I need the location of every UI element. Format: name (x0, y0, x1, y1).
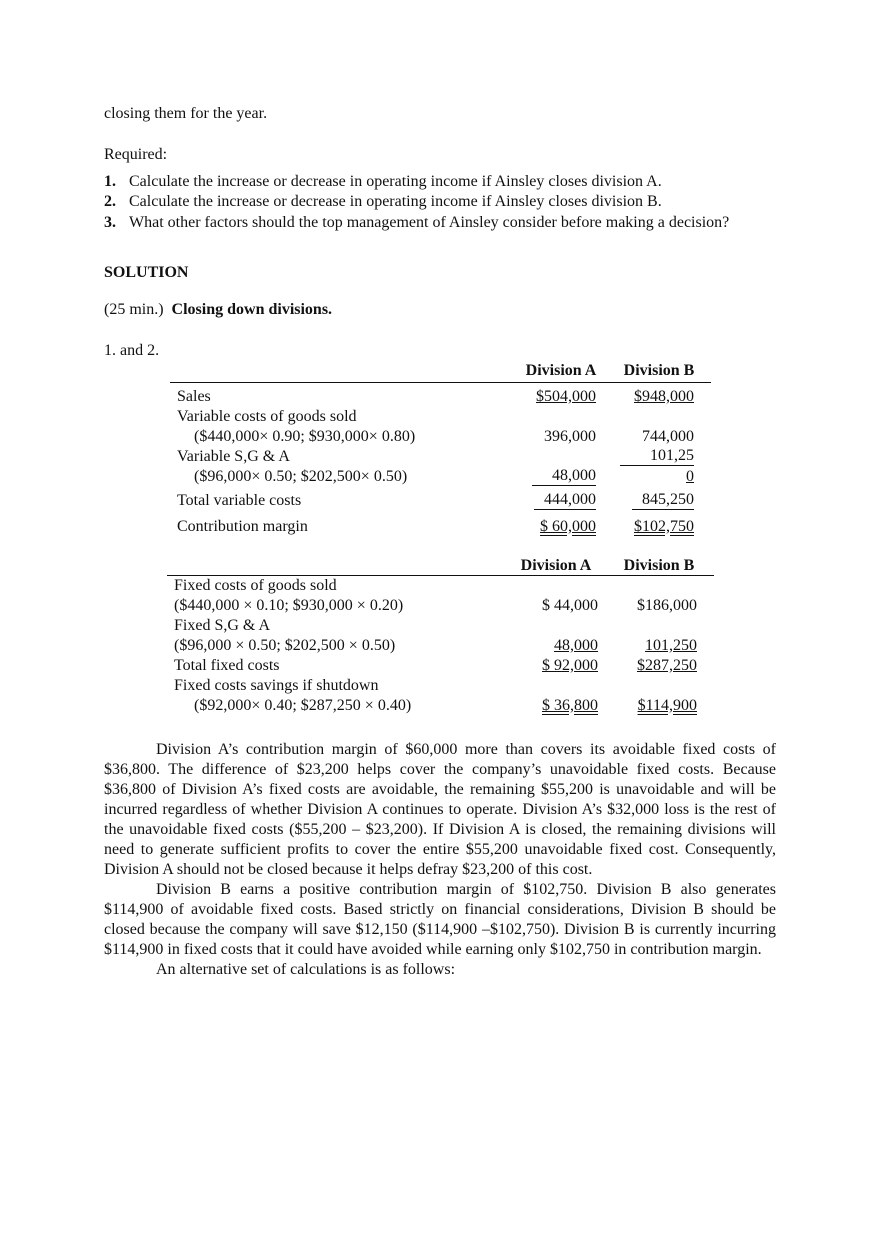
cell-variable-sga-b-part1: 101,25 (620, 447, 694, 466)
row-label-variable-cogs: Variable costs of goods sold (177, 408, 357, 425)
required-item (104, 213, 778, 233)
cell-fixed-sga-a: 48,000 (554, 637, 598, 654)
required-item (104, 172, 778, 192)
cell-contribution-margin-a: $ 60,000 (540, 518, 596, 535)
row-label-fixed-sga: Fixed S,G & A (174, 617, 271, 634)
solution-heading: SOLUTION (104, 264, 189, 281)
solution-topic: Closing down divisions. (171, 301, 333, 318)
row-label-contribution-margin: Contribution margin (177, 518, 308, 535)
cell-sales-a: $504,000 (536, 388, 596, 405)
paragraph-division-a: Division A’s contribution margin of $60,000 more than covers its avoidable fixed costs of $36,800. The difference of $23,200 helps cover the company’s unavoidable fixed costs. Because $36,800 of Division A’s fixed costs are avoidable, the remaining $55,200 is unavoidable and will be incurred regardless of whether Division A continues to operate. Division A’s $32,000 loss is the rest of the unavoidable fixed costs ($55,200 – $23,200). If Division A is closed, the remaining divisions will need to generate sufficient profits to cover the entire $55,200 unavoidable fixed cost. Consequently, Division A should not be closed because it helps defray $23,200 of this cost. (104, 741, 776, 878)
cell-variable-cogs-a: 396,000 (544, 428, 596, 445)
row-label-fixed-cogs: Fixed costs of goods sold (174, 577, 337, 594)
item-text: Calculate the increase or decrease in operating income if Ainsley closes division B. (129, 193, 662, 211)
row-label-fixed-sga-calc: ($96,000 × 0.50; $202,500 × 0.50) (174, 637, 396, 654)
row-label-fixed-cogs-calc: ($440,000 × 0.10; $930,000 × 0.20) (174, 597, 404, 614)
cell-variable-sga-b-part2: 0 (686, 468, 694, 485)
item-text: Calculate the increase or decrease in operating income if Ainsley closes division A. (129, 173, 662, 190)
required-heading: Required: (104, 146, 168, 163)
column-header-division-b: Division B (623, 362, 695, 379)
cell-fixed-cogs-b: $186,000 (637, 597, 697, 614)
row-label-fixed-savings: Fixed costs savings if shutdown (174, 677, 379, 694)
cell-fixed-savings-a: $ 36,800 (542, 697, 598, 714)
row-label-total-variable: Total variable costs (177, 492, 302, 509)
cell-total-fixed-a: $ 92,000 (542, 657, 598, 674)
explanation-text (104, 740, 776, 980)
required-item (104, 192, 778, 212)
intro-fragment: closing them for the year. (104, 105, 268, 122)
cell-total-variable-b: 845,250 (632, 491, 694, 510)
cell-variable-cogs-b: 744,000 (642, 428, 694, 445)
column-header-division-b: Division B (623, 557, 695, 574)
cell-total-fixed-b: $287,250 (637, 657, 697, 674)
item-text: What other factors should the top management of Ainsley consider before making a decision? (129, 213, 730, 231)
paragraph-division-b: Division B earns a positive contribution margin of $102,750. Division B also generates $114,900 of avoidable fixed costs. Based strictly on financial considerations, Division B should be closed because the company will save $12,150 ($114,900 –$102,750). Division B is currently incurring $114,900 in fixed costs that it could have avoided while earning only $102,750 in contribution margin. (104, 881, 776, 958)
row-label-variable-cogs-calc: ($440,000× 0.90; $930,000× 0.80) (194, 428, 416, 445)
paragraph-alternative: An alternative set of calculations is as follows: (156, 961, 456, 978)
cell-fixed-savings-b: $114,900 (637, 697, 697, 714)
solution-time: (25 min.) (104, 301, 164, 318)
cell-variable-sga-a: 48,000 (532, 467, 596, 486)
row-label-total-fixed: Total fixed costs (174, 657, 280, 674)
required-list (104, 172, 778, 233)
cell-fixed-cogs-a: $ 44,000 (542, 597, 598, 614)
cell-fixed-sga-b: 101,250 (645, 637, 697, 654)
cell-contribution-margin-b: $102,750 (634, 518, 694, 535)
row-label-fixed-savings-calc: ($92,000× 0.40; $287,250 × 0.40) (194, 697, 412, 714)
solution-subheading (104, 300, 332, 320)
part-label: 1. and 2. (104, 342, 160, 359)
cell-sales-b: $948,000 (634, 388, 694, 405)
column-header-division-a: Division A (525, 362, 597, 379)
row-label-variable-sga: Variable S,G & A (177, 448, 290, 465)
item-number: 1. (104, 173, 116, 190)
item-number: 3. (104, 213, 116, 231)
row-label-variable-sga-calc: ($96,000× 0.50; $202,500× 0.50) (194, 468, 408, 485)
table-header-rule (170, 382, 711, 383)
cell-total-variable-a: 444,000 (534, 491, 596, 510)
column-header-division-a: Division A (520, 557, 592, 574)
item-number: 2. (104, 193, 116, 211)
row-label-sales: Sales (177, 388, 211, 405)
